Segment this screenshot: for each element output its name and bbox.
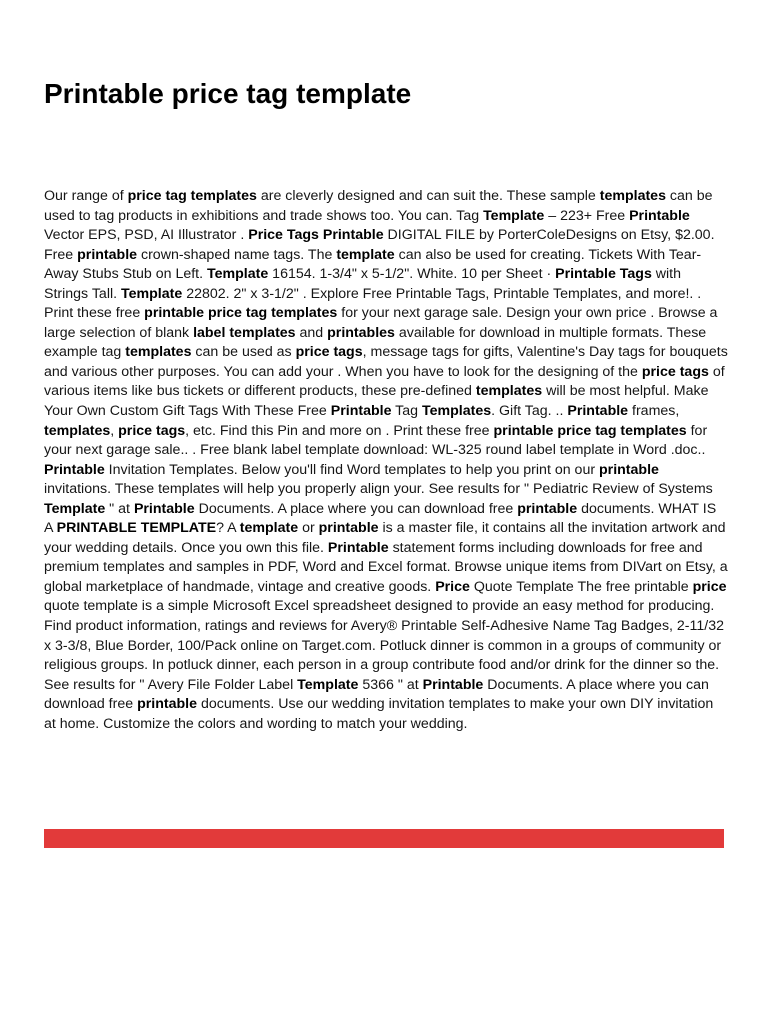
bold-keyword: printables bbox=[327, 324, 395, 341]
bold-keyword: Template bbox=[297, 676, 359, 693]
page-title: Printable price tag template bbox=[44, 78, 412, 109]
text-segment: frames, bbox=[628, 403, 680, 420]
text-segment: is a master file, it contains all the invitation artwork and your wedding details. Once you own this file. bbox=[44, 520, 726, 556]
bold-keyword: printable price tag templates bbox=[144, 305, 338, 322]
bold-keyword: printable bbox=[77, 246, 138, 263]
text-segment: can be used as bbox=[191, 344, 296, 361]
bold-keyword: templates bbox=[475, 383, 543, 400]
text-segment: Documents. A place where you can download free bbox=[194, 500, 518, 517]
bold-keyword: Templates bbox=[422, 403, 492, 420]
bold-keyword: printable bbox=[517, 500, 578, 517]
bold-keyword: Template bbox=[121, 285, 183, 302]
bold-keyword: Printable bbox=[133, 500, 195, 517]
text-segment: statement forms including downloads for free and premium templates and samples in PDF, Word and Excel format. Browse unique items from DIVart on Etsy, a global marketplace of handmade, vintage and creative goods. bbox=[44, 539, 728, 595]
bold-keyword: printable price tag templates bbox=[493, 422, 687, 439]
bold-keyword: template bbox=[336, 246, 395, 263]
bold-keyword: Printable bbox=[330, 403, 392, 420]
bold-keyword: printable bbox=[318, 520, 379, 537]
bold-keyword: Price Tags Printable bbox=[248, 227, 384, 244]
text-segment: documents. Use our wedding invitation templates to make your own DIY invitation at home. Customize the colors and wording to match your wedding. bbox=[44, 696, 714, 732]
bold-keyword: PRINTABLE TEMPLATE bbox=[56, 520, 217, 537]
text-segment: 22802. 2" x 3-1/2" . Explore Free Printable Tags, Printable Templates, and more!. . Print these free bbox=[44, 285, 702, 322]
text-segment: ? A bbox=[216, 520, 240, 537]
bold-keyword: Printable bbox=[422, 676, 484, 693]
text-segment: . Gift Tag. .. bbox=[491, 403, 568, 420]
text-segment: quote template is a simple Microsoft Excel spreadsheet designed to provide an easy method for producing. Find product information, ratings and reviews for Avery® Printable Self-Adhesive Name Tag Badges, 2-11/32 x 3-3/8, Blue Border, 100/Pack online on Target.com. Potluck dinner is common in a groups of community or religious groups. In potluck dinner, each person in a group contribute food and/or drink for the dinner so the. See results for " Avery File Folder Label bbox=[44, 598, 724, 693]
text-segment: , bbox=[110, 422, 119, 439]
bold-keyword: printable bbox=[137, 696, 197, 713]
bold-keyword: Template bbox=[207, 266, 269, 283]
text-segment: , message tags for gifts, Valentine's Day tags for bouquets and various other purposes. You can add your . When you have to look for the designing of the bbox=[44, 344, 728, 380]
bold-keyword: Printable bbox=[327, 539, 389, 556]
bold-keyword: Price bbox=[435, 578, 470, 595]
text-segment: can be used to tag products in exhibitions and trade shows too. You can. Tag bbox=[44, 188, 713, 224]
text-segment: Vector EPS, PSD, AI Illustrator . bbox=[44, 227, 249, 244]
text-segment: with Strings Tall. bbox=[44, 266, 682, 302]
text-segment: 16154. 1-3/4" x 5-1/2". White. 10 per Sheet · bbox=[268, 266, 556, 283]
bold-keyword: templates bbox=[44, 422, 111, 439]
text-segment: DIGITAL FILE by PorterColeDesigns on Etsy, $2.00. Free bbox=[44, 227, 715, 263]
text-segment: , etc. Find this Pin and more on . Print these free bbox=[185, 422, 494, 439]
bold-keyword: Printable bbox=[44, 461, 105, 478]
text-segment: – 223+ Free bbox=[544, 207, 630, 224]
text-segment: " at bbox=[105, 500, 134, 517]
text-segment: will be most helpful. Make Your Own Custom Gift Tags With These Free bbox=[44, 383, 709, 420]
bold-keyword: label templates bbox=[193, 324, 296, 341]
text-segment: documents. WHAT IS A bbox=[44, 500, 717, 537]
text-segment: and bbox=[295, 324, 328, 341]
text-segment: for your next garage sale.. . Free blank label template download: WL-325 round label template in Word .doc.. bbox=[44, 422, 708, 459]
bold-keyword: printable bbox=[599, 461, 659, 478]
bold-keyword: template bbox=[239, 520, 299, 537]
text-segment: Invitation Templates. Below you'll find Word templates to help you print on our bbox=[104, 461, 600, 478]
bold-keyword: Template bbox=[483, 207, 545, 224]
text-segment: available for download in multiple formats. These example tag bbox=[44, 324, 707, 361]
bold-keyword: templates bbox=[599, 188, 666, 204]
body-paragraph bbox=[44, 187, 728, 734]
text-segment: for your next garage sale. Design your own price . Browse a large selection of blank bbox=[44, 305, 718, 341]
text-segment: can also be used for creating. Tickets With Tear-Away Stubs Stub on Left. bbox=[44, 246, 702, 283]
bold-keyword: price tags bbox=[118, 422, 186, 439]
text-segment: Tag bbox=[391, 403, 422, 420]
bold-keyword: price tag templates bbox=[127, 188, 257, 204]
text-segment: Quote Template The free printable bbox=[469, 578, 693, 595]
bold-keyword: Template bbox=[44, 500, 106, 517]
bold-keyword: Printable bbox=[567, 403, 629, 420]
text-segment: invitations. These templates will help you properly align your. See results for " Pediatric Review of Systems bbox=[44, 481, 713, 498]
bold-keyword: price tags bbox=[295, 344, 363, 361]
text-segment: 5366 " at bbox=[358, 676, 423, 693]
text-segment: are cleverly designed and can suit the. These sample bbox=[256, 188, 600, 204]
red-divider-bar bbox=[44, 829, 724, 848]
text-segment: or bbox=[298, 520, 319, 537]
bold-keyword: templates bbox=[125, 344, 192, 361]
text-segment: of various items like bus tickets or different products, these pre-defined bbox=[44, 363, 725, 400]
text-segment: crown-shaped name tags. The bbox=[137, 246, 337, 263]
bold-keyword: price bbox=[692, 578, 727, 595]
text-segment: Our range of bbox=[44, 188, 128, 204]
text-segment: Documents. A place where you can download free bbox=[44, 676, 709, 713]
bold-keyword: price tags bbox=[641, 363, 709, 380]
bold-keyword: Printable bbox=[629, 207, 690, 224]
bold-keyword: Printable Tags bbox=[555, 266, 652, 283]
